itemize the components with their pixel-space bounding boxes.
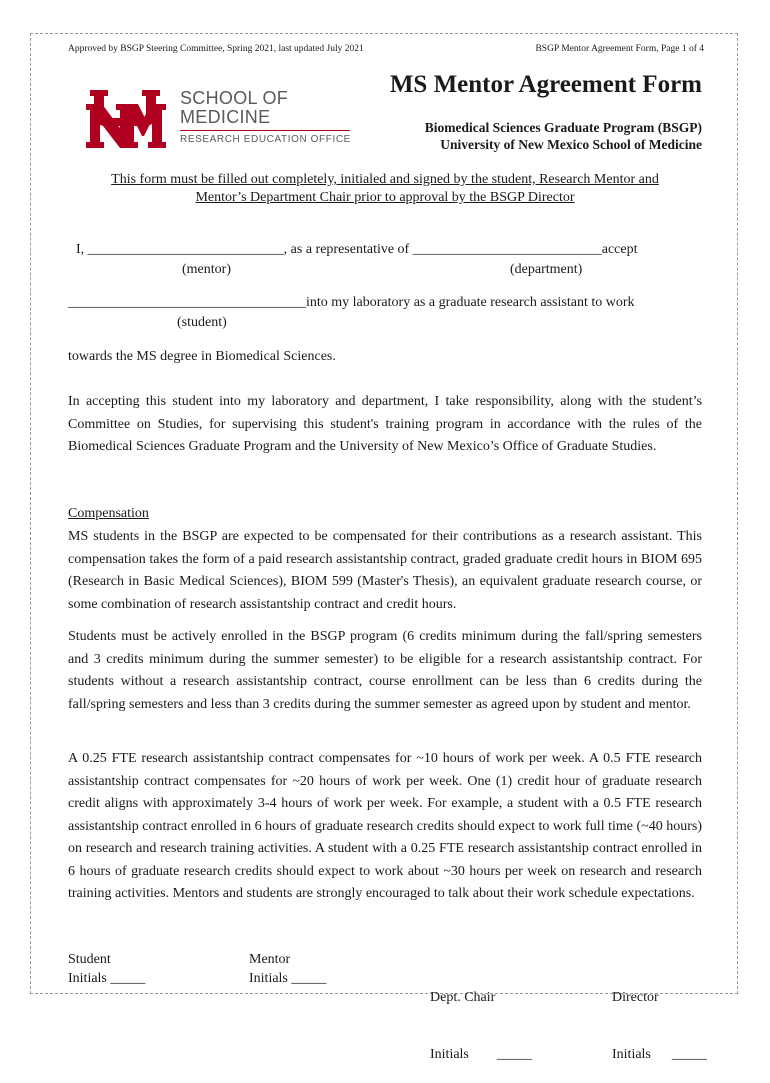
chair-initials[interactable] xyxy=(430,950,532,1083)
student-initials-field[interactable]: Initials _____ xyxy=(68,971,146,986)
compensation-paragraph: MS students in the BSGP are expected to be compensated for their contributions as a research assistant. This compensation takes the form of a paid research assistantship contract, graded graduate credit hours in BIOM 695 (Research in Basic Medical Sciences), BIOM 599 (Master's Thesis), an equivalent graduate research course, or some combination of research assistantship contract and credit hours. xyxy=(68,529,702,612)
fte-paragraph: A 0.25 FTE research assistantship contract compensates for ~10 hours of work per week. A 0.5 FTE research assistantship contract compensates for ~20 hours of work per week. One (1) credit hour of graduate research credit aligns with approximately 3-4 hours of work per week. For example, a student with a 0.5 FTE research assistantship contract enrolled in 6 hours of graduate research credits should expect to work full time (~40 hours) on research and research training activities. A student with a 0.25 FTE research assistantship contract enrolled in 6 hours of graduate research credits should expect to work about ~30 hours per week on research and research training activities. Mentors and students are strongly encouraged to talk about their work schedule expectations. xyxy=(68,751,702,901)
sentence-start: I, xyxy=(76,242,88,257)
mentor-initials-role: Mentor xyxy=(249,952,291,967)
header-page-number: BSGP Mentor Agreement Form, Page 1 of 4 xyxy=(535,44,704,54)
notice-line-2: Mentor’s Department Chair prior to approval by the BSGP Director xyxy=(195,190,575,205)
student-initials[interactable] xyxy=(68,950,145,988)
responsibility-paragraph: In accepting this student into my laboratory and department, I take responsibility, along with the student’s Committee on Studies, for supervising this student's training program in accordance with the rules of the Biomedical Sciences Graduate Program and the University of New Mexico’s Office of Graduate Studies. xyxy=(68,394,702,454)
mentor-initials-field[interactable]: Initials _____ xyxy=(249,971,327,986)
logo-medicine: MEDICINE xyxy=(180,107,271,127)
completion-notice xyxy=(68,171,702,207)
student-name-field[interactable]: __________________________________ xyxy=(68,295,306,310)
sentence-mid: , as a representative of xyxy=(283,242,413,257)
student-label: (student) xyxy=(177,315,227,330)
header-approval-note: Approved by BSGP Steering Committee, Spring 2021, last updated July 2021 xyxy=(68,44,364,54)
degree-sentence: towards the MS degree in Biomedical Sciences. xyxy=(68,349,336,364)
program-name: Biomedical Sciences Graduate Program (BSGP) xyxy=(424,120,702,135)
notice-line-1: This form must be filled out completely, initialed and signed by the student, Research Mentor and xyxy=(111,172,659,187)
unm-monogram-icon xyxy=(84,84,166,150)
sentence-accept: accept xyxy=(601,242,638,257)
logo-research-education-office: RESEARCH EDUCATION OFFICE xyxy=(180,134,351,145)
director-initials-field[interactable]: Initials _____ xyxy=(612,1047,707,1062)
logo-rule xyxy=(180,130,350,131)
mentor-label: (mentor) xyxy=(182,262,231,277)
school-logo xyxy=(84,84,384,154)
logo-school-of: SCHOOL OF xyxy=(180,88,289,108)
chair-initials-field[interactable]: Initials _____ xyxy=(430,1047,532,1062)
department-label: (department) xyxy=(510,262,583,277)
student-sentence xyxy=(68,295,635,311)
student-initials-role: Student xyxy=(68,952,111,967)
mentor-initials[interactable] xyxy=(249,950,326,988)
director-initials[interactable] xyxy=(612,950,707,1083)
chair-initials-role: Dept. Chair xyxy=(430,990,496,1005)
university-name: University of New Mexico School of Medicine xyxy=(440,137,702,152)
form-title: MS Mentor Agreement Form xyxy=(389,71,702,98)
enrollment-paragraph: Students must be actively enrolled in the BSGP program (6 credits minimum during the fall/spring semesters and 3 credits minimum during the summer semester) to be eligible for a research assistantship contract. For students without a research assistantship contract, course enrollment can be less than 6 credits during the fall/spring semesters and less than 3 credits during the summer semester as agreed upon by student and mentor. xyxy=(68,629,702,712)
student-sentence-text: into my laboratory as a graduate research assistant to work xyxy=(306,295,635,310)
compensation-heading: Compensation xyxy=(68,506,149,521)
director-initials-role: Director xyxy=(612,990,659,1005)
mentor-name-field[interactable]: ____________________________ xyxy=(87,242,284,257)
department-field[interactable]: ___________________________ xyxy=(412,242,602,257)
mentor-sentence xyxy=(76,242,637,258)
